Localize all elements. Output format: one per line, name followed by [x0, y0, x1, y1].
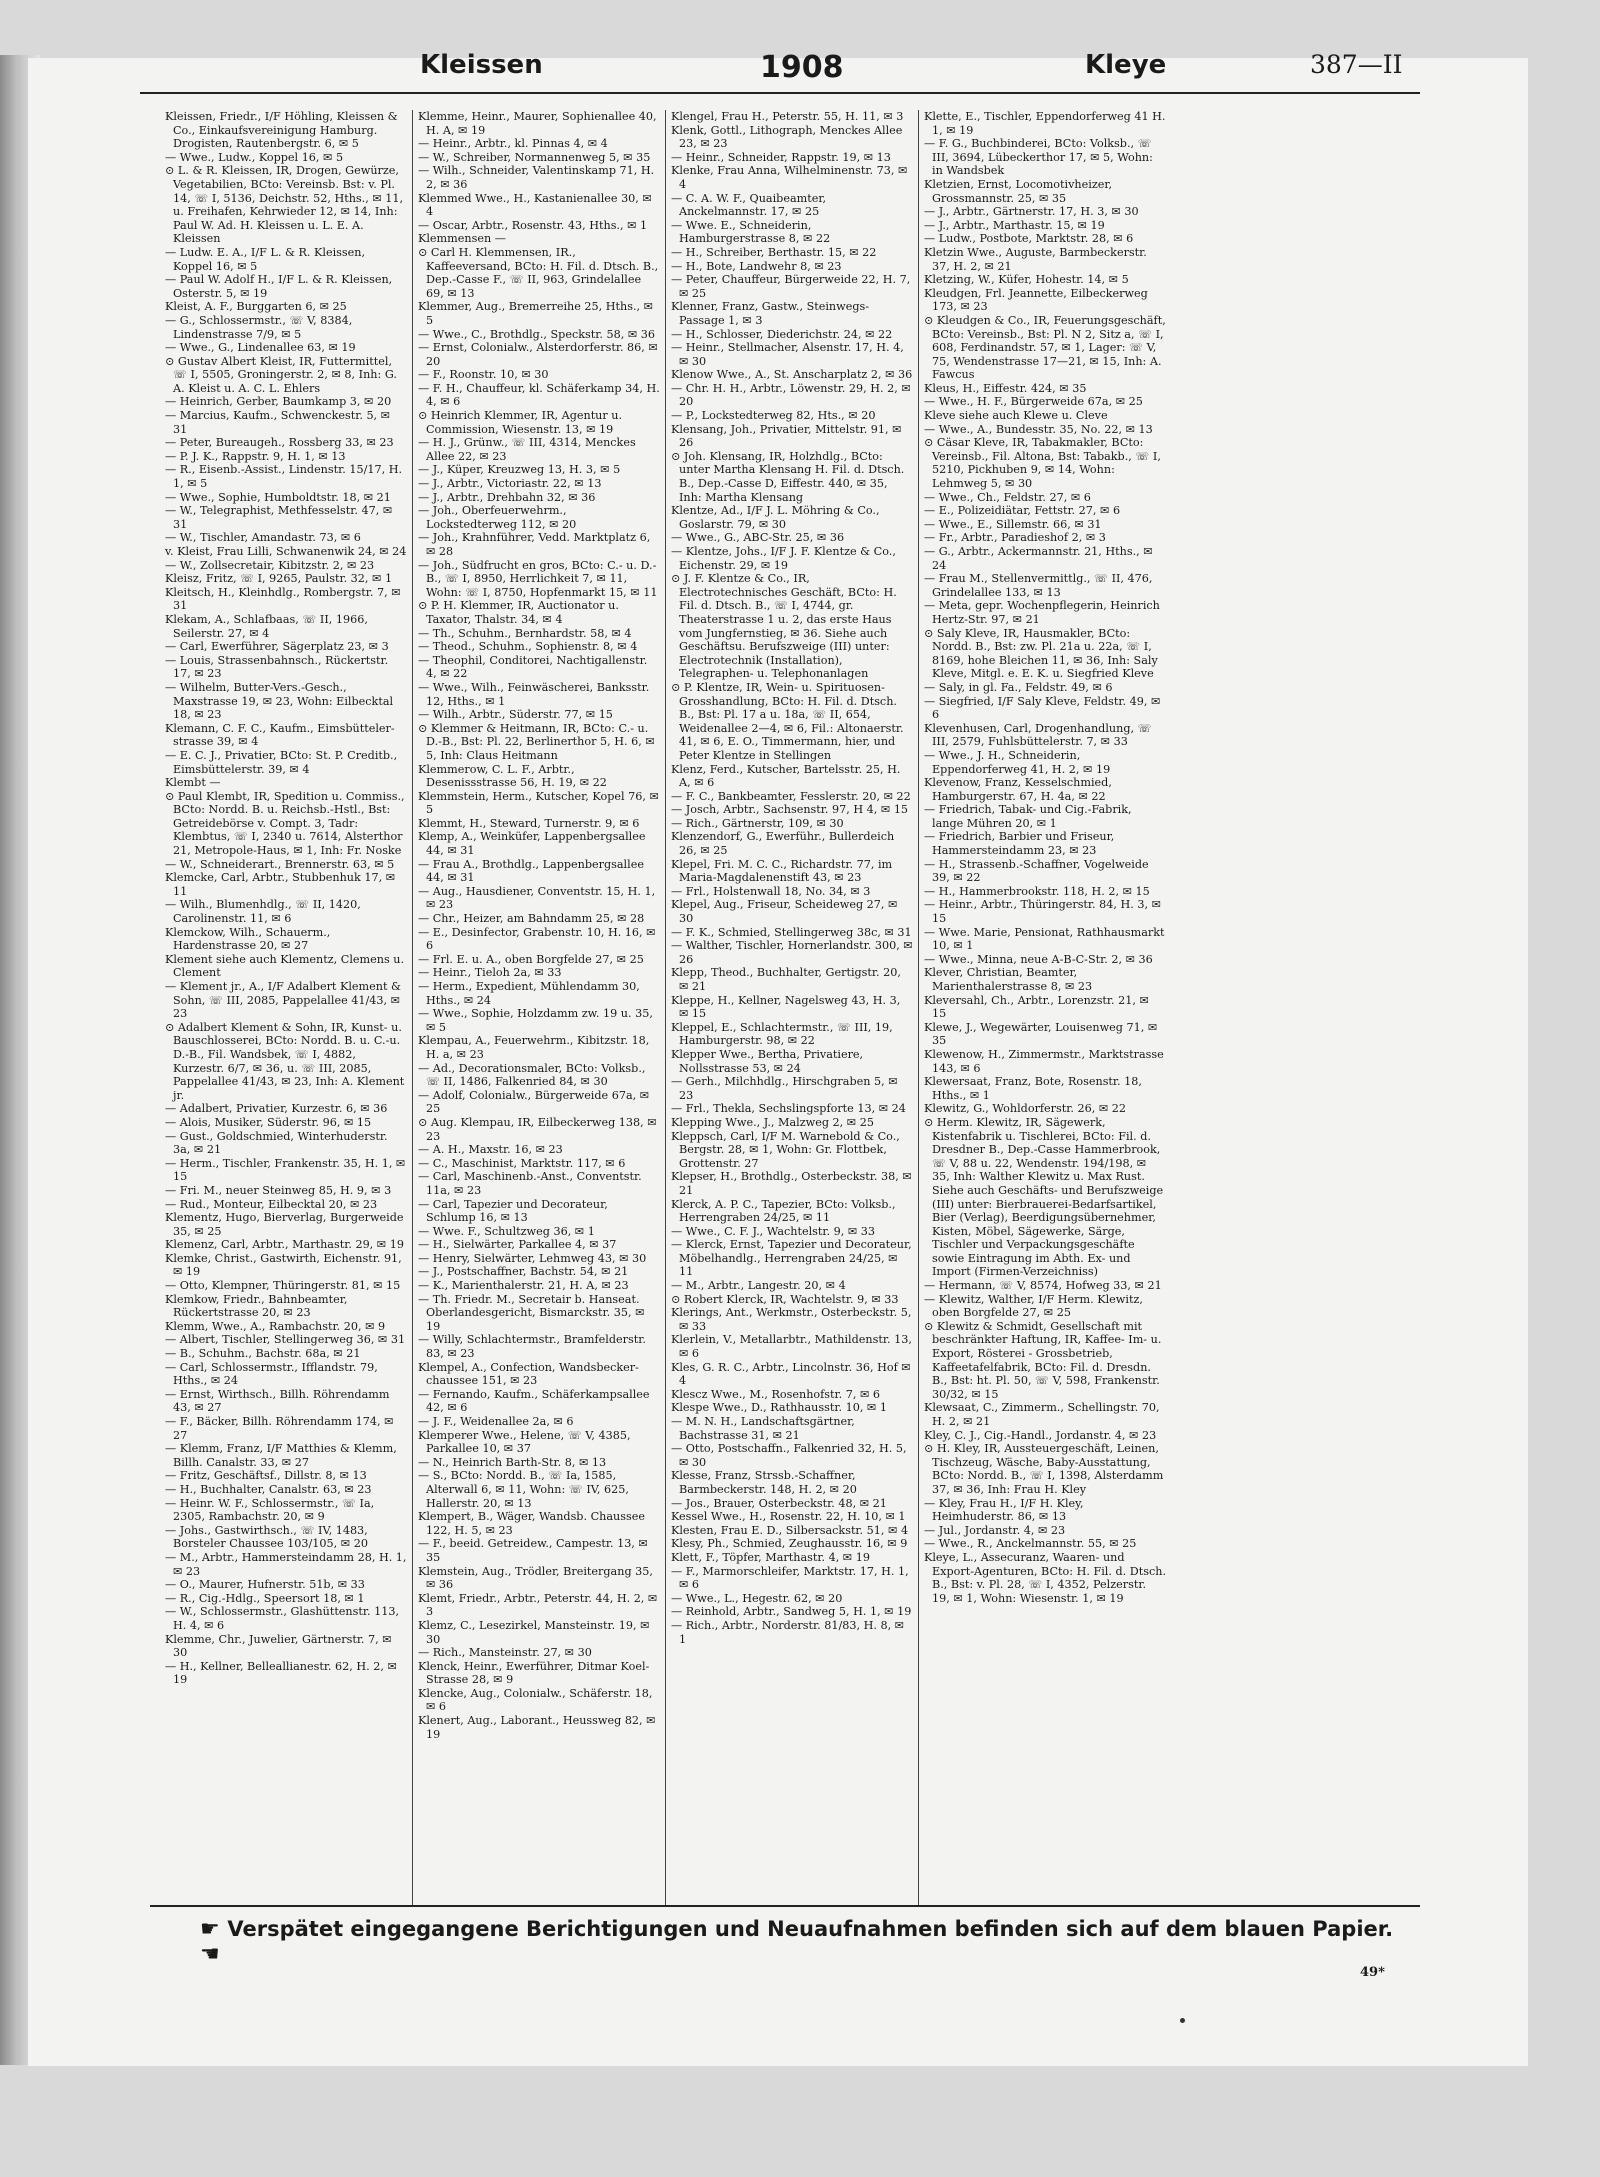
- directory-entry: Kleitsch, H., Kleinhdlg., Rombergstr. 7, ✉ 31: [165, 585, 401, 613]
- directory-entry: — Heinr., Schneider, Rappstr. 19, ✉ 13: [671, 150, 891, 164]
- directory-entry: — W., Schreiber, Normannenweg 5, ✉ 35: [418, 150, 651, 164]
- directory-entry: Klenzendorf, G., Ewerführ., Bullerdeich 26, ✉ 25: [671, 830, 895, 858]
- directory-entry: Klenke, Frau Anna, Wilhelminenstr. 73, ✉ 4: [671, 164, 908, 191]
- directory-entry: Klemckow, Wilh., Schauerm., Hardenstrasse 20, ✉ 27: [165, 925, 331, 953]
- directory-entry: — Fritz, Geschäftsf., Dillstr. 8, ✉ 13: [165, 1469, 367, 1483]
- directory-entry: — J. F., Weidenallee 2a, ✉ 6: [418, 1415, 574, 1428]
- directory-entry: — Wwe., Sophie, Holzdamm zw. 19 u. 35, ✉ 5: [418, 1007, 653, 1034]
- directory-entry: — O., Maurer, Hufnerstr. 51b, ✉ 33: [165, 1578, 365, 1592]
- directory-entry: — F., Bäcker, Billh. Röhrendamm 174, ✉ 27: [165, 1415, 394, 1442]
- directory-entry: ⊙ Robert Klerck, IR, Wachtelstr. 9, ✉ 33: [671, 1292, 899, 1306]
- directory-entry: — C. A. W. F., Quaibeamter, Anckelmannstr. 17, ✉ 25: [671, 191, 827, 219]
- directory-entry: — J., Arbtr., Marthastr. 15, ✉ 19: [924, 218, 1105, 232]
- directory-entry: Klewe, J., Wegewärter, Louisenweg 71, ✉ 35: [924, 1020, 1158, 1048]
- directory-entry: — Josch, Arbtr., Sachsenstr. 97, H 4, ✉ 15: [671, 803, 909, 817]
- directory-entry: — Ernst, Wirthsch., Billh. Röhrendamm 43, ✉ 27: [165, 1387, 390, 1415]
- directory-entry: ⊙ H. Kley, IR, Aussteuergeschäft, Leinen, Tischzeug, Wäsche, Baby-Ausstattung, BCto: Nordd. B., ☏ I, 1398, Alsterdamm 37, ✉ 36, Inh: Frau H. Kley: [924, 1442, 1164, 1496]
- directory-entry: Klemke, Christ., Gastwirth, Eichenstr. 91, ✉ 19: [165, 1251, 402, 1279]
- directory-entry: — Rich., Arbtr., Norderstr. 81/83, H. 8, ✉ 1: [671, 1618, 905, 1646]
- directory-entry: — Joh., Südfrucht en gros, BCto: C.- u. D.-B., ☏ I, 8950, Herrlichkeit 7, ✉ 11, Wohn: ☏ I, 8750, Hopfenmarkt 15, ✉ 11: [418, 558, 658, 599]
- directory-entry: ⊙ Cäsar Kleve, IR, Tabakmakler, BCto: Vereinsb., Fil. Altona, Bst: Tabakb., ☏ I, 5210, Pickhuben 9, ✉ 14, Wohn: Lehmweg 5, ✉ 30: [924, 436, 1161, 491]
- directory-entry: — Wwe., R., Anckelmannstr. 55, ✉ 25: [924, 1537, 1137, 1551]
- directory-entry: — H. J., Grünw., ☏ III, 4314, Menckes Allee 22, ✉ 23: [418, 436, 636, 463]
- directory-entry: ⊙ Heinrich Klemmer, IR, Agentur u. Commission, Wiesenstr. 13, ✉ 19: [418, 409, 623, 436]
- directory-entry: — G., Schlossermstr., ☏ V, 8384, Lindenstrasse 7/9, ✉ 5: [165, 313, 353, 341]
- directory-entry: — Wwe., G., ABC-Str. 25, ✉ 36: [671, 531, 845, 545]
- directory-entry: — Wwe., Ludw., Koppel 16, ✉ 5: [165, 150, 344, 164]
- directory-entry: — Wwe., J. H., Schneiderin, Eppendorferweg 41, H. 2, ✉ 19: [924, 748, 1111, 776]
- directory-entry: Klerlein, V., Metallarbtr., Mathildenstr. 13, ✉ 6: [671, 1333, 912, 1361]
- directory-entry: Klepper Wwe., Bertha, Privatiere, Nollsstrasse 53, ✉ 24: [671, 1047, 864, 1075]
- directory-entry: — J., Küper, Kreuzweg 13, H. 3, ✉ 5: [418, 463, 621, 477]
- directory-entry: — Peter, Bureaugeh., Rossberg 33, ✉ 23: [165, 436, 394, 450]
- directory-entry: Kleissen, Friedr., I/F Höhling, Kleissen & Co., Einkaufsvereinigung Hamburg. Drogisten, Rautenbergstr. 6, ✉ 5: [165, 110, 398, 151]
- directory-entry: — Marcius, Kaufm., Schwenckestr. 5, ✉ 31: [165, 409, 391, 436]
- directory-entry: — Herm., Expedient, Mühlendamm 30, Hths., ✉ 24: [418, 980, 640, 1007]
- directory-entry: — Wwe., E., Sillemstr. 66, ✉ 31: [924, 517, 1102, 531]
- header-first-name: Kleissen: [420, 50, 543, 80]
- directory-entry: — B., Schuhm., Bachstr. 68a, ✉ 21: [165, 1347, 361, 1361]
- column-4: [919, 110, 1171, 1905]
- directory-entry: Klemmerow, C. L. F., Arbtr., Desenissstrasse 56, H. 19, ✉ 22: [418, 762, 607, 790]
- directory-entry: — Chr. H. H., Arbtr., Löwenstr. 29, H. 2, ✉ 20: [671, 381, 911, 409]
- directory-entry: Klenz, Ferd., Kutscher, Bartelsstr. 25, H. A, ✉ 6: [671, 762, 901, 790]
- directory-entry: Klenert, Aug., Laborant., Heussweg 82, ✉ 19: [418, 1714, 656, 1741]
- directory-entry: — Frau M., Stellenvermittlg., ☏ II, 476, Grindelallee 133, ✉ 13: [924, 572, 1153, 599]
- directory-entry: — P. J. K., Rappstr. 9, H. 1, ✉ 13: [165, 449, 346, 463]
- directory-entry: Klemann, C. F. C., Kaufm., Eimsbütteler-strasse 39, ✉ 4: [165, 721, 395, 749]
- directory-entry: — Klement jr., A., I/F Adalbert Klement & Sohn, ☏ III, 2085, Pappelallee 41/43, ✉ 23: [165, 980, 401, 1021]
- directory-entry: — Th., Schuhm., Bernhardstr. 58, ✉ 4: [418, 626, 632, 640]
- directory-entry: Kleppel, E., Schlachtermstr., ☏ III, 19, Hamburgerstr. 98, ✉ 22: [671, 1020, 893, 1048]
- directory-entry: Kleisz, Fritz, ☏ I, 9265, Paulstr. 32, ✉ 1: [165, 572, 393, 586]
- directory-entry: — Wilh., Blumenhdlg., ☏ II, 1420, Carolinenstr. 11, ✉ 6: [165, 898, 361, 926]
- directory-entry: — Herm., Tischler, Frankenstr. 35, H. 1, ✉ 15: [165, 1156, 406, 1184]
- directory-entry: — R., Cig.-Hdlg., Speersort 18, ✉ 1: [165, 1591, 365, 1605]
- directory-entry: — Fri. M., neuer Steinweg 85, H. 9, ✉ 3: [165, 1183, 392, 1197]
- directory-entry: Klemmt, H., Steward, Turnerstr. 9, ✉ 6: [418, 816, 640, 830]
- directory-entry: — F. K., Schmied, Stellingerweg 38c, ✉ 31: [671, 925, 912, 939]
- directory-entry: — Oscar, Arbtr., Rosenstr. 43, Hths., ✉ 1: [418, 218, 648, 232]
- directory-entry: — F. G., Buchbinderei, BCto: Volksb., ☏ III, 3694, Lübeckerthor 17, ✉ 5, Wohn: in Wandsbek: [924, 137, 1153, 178]
- directory-entry: — Wwe., H. F., Bürgerweide 67a, ✉ 25: [924, 395, 1143, 409]
- directory-entry: Klencke, Aug., Colonialw., Schäferstr. 18, ✉ 6: [418, 1686, 653, 1714]
- printer-signature: 49*: [1360, 1965, 1385, 1980]
- directory-entry: — Joh., Krahnführer, Vedd. Marktplatz 6, ✉ 28: [418, 531, 651, 558]
- directory-entry: Klekam, A., Schlafbaas, ☏ II, 1966, Seilerstr. 27, ✉ 4: [165, 612, 368, 640]
- directory-entry: Kleudgen, Frl. Jeannette, Eilbeckerweg 173, ✉ 23: [924, 286, 1148, 314]
- directory-entry: Klempel, A., Confection, Wandsbecker-chaussee 151, ✉ 23: [418, 1360, 639, 1388]
- directory-entry: — F. C., Bankbeamter, Fesslerstr. 20, ✉ 22: [671, 789, 911, 803]
- directory-entry: — Aug., Hausdiener, Conventstr. 15, H. 1, ✉ 23: [418, 884, 656, 912]
- directory-entry: — Albert, Tischler, Stellingerweg 36, ✉ 31: [165, 1333, 406, 1347]
- directory-entry: — Carl, Schlossermstr., Ifflandstr. 79, Hths., ✉ 24: [165, 1360, 378, 1388]
- directory-entry: — E., Desinfector, Grabenstr. 10, H. 16, ✉ 6: [418, 925, 656, 953]
- directory-entry: Klenk, Gottl., Lithograph, Menckes Allee 23, ✉ 23: [671, 123, 903, 151]
- directory-entry: — Gerh., Milchhdlg., Hirschgraben 5, ✉ 23: [671, 1075, 898, 1102]
- directory-entry: ⊙ Gustav Albert Kleist, IR, Futtermittel, ☏ I, 5505, Groningerstr. 2, ✉ 8, Inh: G. A. Kleist u. A. C. L. Ehlers: [165, 354, 397, 395]
- directory-entry: — Friedrich, Tabak- und Cig.-Fabrik, lange Mühren 20, ✉ 1: [924, 803, 1132, 830]
- directory-entry: ⊙ Herm. Klewitz, IR, Sägewerk, Kistenfabrik u. Tischlerei, BCto: Fil. d. Dresdner B., Dep.-Casse Hammerbrook, ☏ V, 88 u. 22, Wendenstr. 194/198, ✉ 35, Inh: Walther Klewitz u. Max Rust. Siehe auch Geschäfts- und Berufszweige (III) unter: Bierbrauerei-Bedarfsartikel, Bier (Verlag), Beerdigungsübernehmer, Kisten, Möbel, Sägewerke, Särge, Tischler und Verpackungsgeschäfte sowie Eintragung im Abth. Ex- und Import (Firmen-Verzeichniss): [924, 1115, 1164, 1279]
- directory-entry: — J., Arbtr., Gärtnerstr. 17, H. 3, ✉ 30: [924, 205, 1139, 219]
- directory-entry: ⊙ J. F. Klentze & Co., IR, Electrotechnisches Geschäft, BCto: H. Fil. d. Dtsch. B., ☏ I, 4744, gr. Theaterstrasse 1 u. 2, das erste Haus vom Jungfernstieg, ✉ 36. Siehe auch Geschäftsu. Berufszweige (III) unter: Electrotechnik (Installation), Telegraphen- u. Telephonanlagen: [671, 572, 897, 681]
- directory-entry: — W., Schneiderart., Brennerstr. 63, ✉ 5: [165, 857, 395, 871]
- directory-entry: — Wilh., Arbtr., Süderstr. 77, ✉ 15: [418, 708, 613, 722]
- directory-entry: — H., Kellner, Belleallianestr. 62, H. 2, ✉ 19: [165, 1659, 397, 1687]
- directory-entry: — Carl, Ewerführer, Sägerplatz 23, ✉ 3: [165, 640, 389, 654]
- directory-entry: Kleppe, H., Kellner, Nagelsweg 43, H. 3, ✉ 15: [671, 993, 901, 1021]
- directory-entry: — W., Tischler, Amandastr. 73, ✉ 6: [165, 531, 361, 545]
- directory-entry: — Theod., Schuhm., Sophienstr. 8, ✉ 4: [418, 640, 638, 654]
- directory-entry: — Joh., Oberfeuerwehrm., Lockstedterweg 112, ✉ 20: [418, 504, 577, 531]
- directory-entry: Klesse, Franz, Strssb.-Schaffner, Barmbeckerstr. 148, H. 2, ✉ 20: [671, 1469, 857, 1496]
- directory-entry: Klemmer, Aug., Bremerreihe 25, Hths., ✉ 5: [418, 300, 654, 327]
- directory-entry: — Klewitz, Walther, I/F Herm. Klewitz, oben Borgfelde 27, ✉ 25: [924, 1292, 1143, 1320]
- directory-entry: — Henry, Sielwärter, Lehmweg 43, ✉ 30: [418, 1251, 647, 1265]
- column-3: [666, 110, 919, 1905]
- directory-entry: — Klerck, Ernst, Tapezier und Decorateur, Möbelhandlg., Herrengraben 24/25, ✉ 11: [671, 1238, 912, 1279]
- directory-entry: Kleversahl, Ch., Arbtr., Lorenzstr. 21, ✉ 15: [924, 993, 1149, 1021]
- directory-entry: — Frl., Holstenwall 18, No. 34, ✉ 3: [671, 884, 871, 898]
- directory-entry: — Paul W. Adolf H., I/F L. & R. Kleissen, Osterstr. 5, ✉ 19: [165, 273, 393, 300]
- header-page-number: 387—II: [1310, 50, 1403, 79]
- pointing-hand-icon-right: ☚: [200, 1942, 220, 1967]
- directory-entry: Klewersaat, Franz, Bote, Rosenstr. 18, Hths., ✉ 1: [924, 1075, 1142, 1102]
- directory-entry: — Rich., Gärtnerstr, 109, ✉ 30: [671, 816, 844, 830]
- directory-entry: — Wilhelm, Butter-Vers.-Gesch., Maxstrasse 19, ✉ 23, Wohn: Eilbecktal 18, ✉ 23: [165, 680, 394, 722]
- directory-entry: v. Kleist, Frau Lilli, Schwanenwik 24, ✉ 24: [165, 545, 407, 558]
- directory-entry: Klemt, Friedr., Arbtr., Peterstr. 44, H. 2, ✉ 3: [418, 1591, 658, 1619]
- directory-entry: Klemmed Wwe., H., Kastanienallee 30, ✉ 4: [418, 191, 652, 219]
- directory-entry: Klembt —: [165, 776, 221, 790]
- directory-entry: Klepping Wwe., J., Malzweg 2, ✉ 25: [671, 1115, 874, 1129]
- directory-entry: Klepel, Fri. M. C. C., Richardstr. 77, im Maria-Magdalenenstift 43, ✉ 23: [671, 857, 893, 885]
- directory-entry: Klenner, Franz, Gastw., Steinwegs-Passage 1, ✉ 3: [671, 300, 870, 327]
- directory-entry: — A. H., Maxstr. 16, ✉ 23: [418, 1143, 563, 1157]
- directory-entry: Klepel, Aug., Friseur, Scheideweg 27, ✉ 30: [671, 898, 898, 926]
- directory-entry: ⊙ Joh. Klensang, IR, Holzhdlg., BCto: unter Martha Klensang H. Fil. d. Dtsch. B., Dep.-Casse D, Eiffestr. 440, ✉ 35, Inh: Martha Klensang: [671, 449, 905, 504]
- directory-entry: — H., Strassenb.-Schaffner, Vogelweide 39, ✉ 22: [924, 857, 1149, 885]
- directory-entry: Klemperer Wwe., Helene, ☏ V, 4385, Parkallee 10, ✉ 37: [418, 1428, 631, 1456]
- directory-entry: Klever, Christian, Beamter, Marienthalerstrasse 8, ✉ 23: [924, 966, 1093, 993]
- directory-entry: Klemstein, Aug., Trödler, Breitergang 35, ✉ 36: [418, 1564, 653, 1592]
- directory-entry: — H., Schlosser, Diederichstr. 24, ✉ 22: [671, 327, 893, 341]
- directory-columns: [160, 110, 1430, 1905]
- directory-entry: — Wwe. E., Schneiderin, Hamburgerstrasse 8, ✉ 22: [671, 218, 831, 246]
- header-last-name: Kleye: [1085, 50, 1167, 80]
- directory-entry: Klemenz, Carl, Arbtr., Marthastr. 29, ✉ 19: [165, 1238, 404, 1252]
- directory-entry: — Saly, in gl. Fa., Feldstr. 49, ✉ 6: [924, 680, 1113, 694]
- directory-entry: Klemkow, Friedr., Bahnbeamter, Rückertstrasse 20, ✉ 23: [165, 1292, 348, 1320]
- directory-entry: — Otto, Postschaffn., Falkenried 32, H. 5, ✉ 30: [671, 1442, 907, 1469]
- directory-entry: — Willy, Schlachtermstr., Bramfelderstr. 83, ✉ 23: [418, 1333, 646, 1361]
- directory-entry: Klerings, Ant., Werkmstr., Osterbeckstr. 5, ✉ 33: [671, 1306, 912, 1333]
- directory-entry: Kletzing, W., Küfer, Hohestr. 14, ✉ 5: [924, 273, 1129, 287]
- directory-entry: Klespe Wwe., D., Rathhausstr. 10, ✉ 1: [671, 1401, 887, 1415]
- print-dot: [1180, 2018, 1185, 2023]
- directory-entry: Klentze, Ad., I/F J. L. Möhring & Co., Goslarstr. 79, ✉ 30: [671, 504, 880, 531]
- directory-entry: — Jos., Brauer, Osterbeckstr. 48, ✉ 21: [671, 1496, 887, 1510]
- directory-entry: — Rud., Monteur, Eilbecktal 20, ✉ 23: [165, 1197, 378, 1211]
- directory-entry: Klerck, A. P. C., Tapezier, BCto: Volksb., Herrengraben 24/25, ✉ 11: [671, 1197, 896, 1225]
- directory-entry: — Chr., Heizer, am Bahndamm 25, ✉ 28: [418, 912, 645, 926]
- directory-entry: Klemme, Heinr., Maurer, Sophienallee 40, H. A, ✉ 19: [418, 110, 657, 137]
- directory-entry: Klemm, Wwe., A., Rambachstr. 20, ✉ 9: [165, 1319, 386, 1333]
- directory-entry: — E. C. J., Privatier, BCto: St. P. Creditb., Eimsbüttelerstr. 39, ✉ 4: [165, 748, 398, 776]
- pointing-hand-icon: ☛: [200, 1917, 228, 1942]
- directory-entry: Klement siehe auch Klementz, Clemens u. Clement: [165, 952, 405, 980]
- directory-entry: — Friedrich, Barbier und Friseur, Hammersteindamm 23, ✉ 23: [924, 830, 1115, 858]
- directory-entry: ⊙ Carl H. Klemmensen, IR., Kaffeeversand, BCto: H. Fil. d. Dtsch. B., Dep.-Casse F., ☏ II, 963, Grindelallee 69, ✉ 13: [418, 245, 659, 300]
- directory-entry: — Heinrich, Gerber, Baumkamp 3, ✉ 20: [165, 395, 392, 409]
- directory-entry: ⊙ Aug. Klempau, IR, Eilbeckerweg 138, ✉ 23: [418, 1115, 657, 1143]
- directory-entry: — Siegfried, I/F Saly Kleve, Feldstr. 49, ✉ 6: [924, 694, 1161, 722]
- directory-entry: ⊙ Kleudgen & Co., IR, Feuerungsgeschäft, BCto: Vereinsb., Bst: Pl. N 2, Sitz a, ☏ I, 608, Ferdinandstr. 57, ✉ 1, Lager: ☏ V, 75, Wendenstrasse 17—21, ✉ 15, Inh: A. Fawcus: [924, 313, 1166, 382]
- directory-entry: Klewsaat, C., Zimmerm., Schellingstr. 70, H. 2, ✉ 21: [924, 1401, 1160, 1428]
- directory-entry: ⊙ Klemmer & Heitmann, IR, BCto: C.- u. D.-B., Bst: Pl. 22, Berlinerthor 5, H. 6, ✉ 5, Inh: Claus Heitmann: [418, 721, 655, 762]
- directory-entry: — G., Arbtr., Ackermannstr. 21, Hths., ✉ 24: [924, 545, 1153, 572]
- directory-entry: Klevenhusen, Carl, Drogenhandlung, ☏ III, 2579, Fuhlsbüttelerstr. 7, ✉ 33: [924, 721, 1152, 749]
- directory-entry: — Otto, Klempner, Thüringerstr. 81, ✉ 15: [165, 1279, 401, 1293]
- directory-entry: — Frl. E. u. A., oben Borgfelde 27, ✉ 25: [418, 952, 644, 966]
- directory-entry: ⊙ Klewitz & Schmidt, Gesellschaft mit beschränkter Haftung, IR, Kaffee- Im- u. Export, Rösterei - Grossbetrieb, Kaffeetafelfabrik, BCto: Fil. d. Dresdn. B., Bst: ht. Pl. 50, ☏ V, 598, Frankenstr. 30/32, ✉ 15: [924, 1319, 1162, 1401]
- directory-entry: — Ernst, Colonialw., Alsterdorferstr. 86, ✉ 20: [418, 341, 658, 368]
- footer-notice-text: Verspätet eingegangene Berichtigungen und Neuaufnahmen befinden sich auf dem blauen Papier.: [227, 1917, 1394, 1941]
- directory-entry: — Rich., Mansteinstr. 27, ✉ 30: [418, 1646, 592, 1660]
- directory-entry: Klemmensen —: [418, 232, 506, 246]
- directory-entry: — W., Zollsecretair, Kibitzstr. 2, ✉ 23: [165, 558, 375, 572]
- directory-entry: — N., Heinrich Barth-Str. 8, ✉ 13: [418, 1455, 607, 1469]
- directory-entry: — Heinr., Arbtr., Thüringerstr. 84, H. 3, ✉ 15: [924, 898, 1161, 926]
- directory-entry: — Frl., Thekla, Sechslingspforte 13, ✉ 24: [671, 1102, 906, 1116]
- directory-entry: — H., Schreiber, Berthastr. 15, ✉ 22: [671, 245, 877, 259]
- directory-entry: Klemp, A., Weinküfer, Lappenbergsallee 44, ✉ 31: [418, 830, 646, 858]
- column-2: [413, 110, 666, 1905]
- directory-entry: Kleist, A. F., Burggarten 6, ✉ 25: [165, 300, 347, 314]
- directory-entry: — Theophil, Conditorei, Nachtigallenstr. 4, ✉ 22: [418, 653, 648, 681]
- directory-entry: — Heinr. W. F., Schlossermstr., ☏ Ia, 2305, Rambachstr. 20, ✉ 9: [165, 1496, 375, 1524]
- directory-entry: Klewitz, G., Wohldorferstr. 26, ✉ 22: [924, 1102, 1127, 1116]
- directory-entry: — Adolf, Colonialw., Bürgerweide 67a, ✉ 25: [418, 1088, 650, 1116]
- directory-entry: Kletzin Wwe., Auguste, Barmbeckerstr. 37, H. 2, ✉ 21: [924, 245, 1147, 273]
- directory-entry: — Wwe. Marie, Pensionat, Rathhausmarkt 10, ✉ 1: [924, 925, 1165, 953]
- directory-entry: Klemmstein, Herm., Kutscher, Kopel 76, ✉ 5: [418, 789, 659, 817]
- directory-entry: — Fr., Arbtr., Paradieshof 2, ✉ 3: [924, 531, 1106, 545]
- directory-entry: — Heinr., Tieloh 2a, ✉ 33: [418, 966, 562, 980]
- directory-entry: — Carl, Tapezier und Decorateur, Schlump 16, ✉ 13: [418, 1197, 608, 1225]
- directory-entry: — Gust., Goldschmied, Winterhuderstr. 3a, ✉ 21: [165, 1129, 388, 1157]
- directory-entry: — Frau A., Brothdlg., Lappenbergsallee 44, ✉ 31: [418, 857, 644, 885]
- directory-entry: — Kley, Frau H., I/F H. Kley, Heimhuderstr. 86, ✉ 13: [924, 1496, 1084, 1524]
- directory-entry: Kessel Wwe., H., Rosenstr. 22, H. 10, ✉ 1: [671, 1510, 906, 1524]
- directory-entry: Klepser, H., Brothdlg., Osterbeckstr. 38, ✉ 21: [671, 1170, 912, 1197]
- directory-entry: — Johs., Gastwirthsch., ☏ IV, 1483, Borsteler Chaussee 103/105, ✉ 20: [165, 1523, 368, 1551]
- directory-entry: Klemcke, Carl, Arbtr., Stubbenhuk 17, ✉ 11: [165, 871, 396, 898]
- directory-entry: — Wwe., L., Hegestr. 62, ✉ 20: [671, 1591, 843, 1605]
- directory-entry: Klescz Wwe., M., Rosenhofstr. 7, ✉ 6: [671, 1387, 881, 1401]
- directory-entry: — Klentze, Johs., I/F J. F. Klentze & Co., Eichenstr. 29, ✉ 19: [671, 545, 896, 572]
- directory-entry: — Reinhold, Arbtr., Sandweg 5, H. 1, ✉ 19: [671, 1605, 912, 1619]
- directory-entry: Klengel, Frau H., Peterstr. 55, H. 11, ✉ 3: [671, 110, 904, 123]
- directory-entry: — H., Sielwärter, Parkallee 4, ✉ 37: [418, 1238, 617, 1252]
- directory-entry: — Jul., Jordanstr. 4, ✉ 23: [924, 1523, 1066, 1537]
- directory-entry: — Wwe., G., Lindenallee 63, ✉ 19: [165, 341, 356, 355]
- directory-entry: Kles, G. R. C., Arbtr., Lincolnstr. 36, Hof ✉ 4: [671, 1360, 911, 1388]
- directory-entry: — M. N. H., Landschaftsgärtner, Bachstrasse 31, ✉ 21: [671, 1415, 855, 1442]
- directory-entry: Klevenow, Franz, Kesselschmied, Hamburgerstr. 67, H. 4a, ✉ 22: [924, 776, 1112, 803]
- directory-entry: — Walther, Tischler, Hornerlandstr. 300, ✉ 26: [671, 939, 913, 966]
- directory-entry: — Heinr., Stellmacher, Alsenstr. 17, H. 4, ✉ 30: [671, 341, 904, 368]
- directory-entry: — W., Telegraphist, Methfesselstr. 47, ✉ 31: [165, 504, 393, 531]
- directory-entry: Kley, C. J., Cig.-Handl., Jordanstr. 4, ✉ 23: [924, 1428, 1157, 1442]
- directory-entry: — J., Arbtr., Victoriastr. 22, ✉ 13: [418, 477, 602, 491]
- directory-entry: — F., Marmorschleifer, Marktstr. 17, H. 1, ✉ 6: [671, 1564, 909, 1592]
- directory-entry: — Wwe., Ch., Feldstr. 27, ✉ 6: [924, 490, 1091, 504]
- directory-entry: — R., Eisenb.-Assist., Lindenstr. 15/17, H. 1, ✉ 5: [165, 463, 403, 491]
- directory-entry: — M., Arbtr., Langestr. 20, ✉ 4: [671, 1279, 846, 1293]
- directory-entry: — P., Lockstedterweg 82, Hts., ✉ 20: [671, 409, 876, 423]
- directory-entry: — F. H., Chauffeur, kl. Schäferkamp 34, H. 4, ✉ 6: [418, 381, 660, 409]
- directory-entry: ⊙ L. & R. Kleissen, IR, Drogen, Gewürze, Vegetabilien, BCto: Vereinsb. Bst: v. Pl. 14, ☏ I, 5136, Deichstr. 52, Hths., ✉ 11, u. Freihafen, Kehrwieder 12, ✉ 14, Inh: Paul W. Ad. H. Kleissen u. L. E. A. Kleissen: [165, 164, 404, 246]
- directory-entry: — Wwe., Wilh., Feinwäscherei, Banksstr. 12, Hths., ✉ 1: [418, 680, 650, 708]
- directory-entry: Klenow Wwe., A., St. Anscharplatz 2, ✉ 36: [671, 368, 913, 382]
- directory-entry: — H., Bote, Landwehr 8, ✉ 23: [671, 259, 842, 273]
- footer-rule: [150, 1905, 1420, 1907]
- directory-entry: Kleus, H., Eiffestr. 424, ✉ 35: [924, 381, 1087, 395]
- directory-entry: — M., Arbtr., Hammersteindamm 28, H. 1, ✉ 23: [165, 1550, 407, 1578]
- directory-entry: ⊙ P. Klentze, IR, Wein- u. Spirituosen-Grosshandlung, BCto: H. Fil. d. Dtsch. B., Bst: Pl. 17 a u. 18a, ☏ II, 654, Weidenallee 2—4, ✉ 6, Fil.: Altonaerstr. 41, ✉ 6, E. O., Timmermann, hier, und Peter Klentze in Stellingen: [671, 680, 904, 762]
- directory-entry: Kleye, L., Assecuranz, Waaren- und Export-Agenturen, BCto: H. Fil. d. Dtsch. B., Bst: v. Pl. 28, ☏ I, 4352, Pelzerstr. 19, ✉ 1, Wohn: Wiesenstr. 1, ✉ 19: [924, 1550, 1167, 1605]
- column-1: [160, 110, 413, 1905]
- directory-entry: — Louis, Strassenbahnsch., Rückertstr. 17, ✉ 23: [165, 653, 389, 681]
- directory-entry: Klenck, Heinr., Ewerführer, Ditmar Koel-Strasse 28, ✉ 9: [418, 1659, 650, 1687]
- directory-entry: — Carl, Maschinenb.-Anst., Conventstr. 11a, ✉ 23: [418, 1170, 642, 1197]
- directory-entry: Klewenow, H., Zimmermstr., Marktstrasse 143, ✉ 6: [924, 1047, 1164, 1075]
- directory-entry: Kletzien, Ernst, Locomotivheizer, Grossmannstr. 25, ✉ 35: [924, 177, 1113, 205]
- directory-entry: — S., BCto: Nordd. B., ☏ Ia, 1585, Alterwall 6, ✉ 11, Wohn: ☏ IV, 625, Hallerstr. 20, ✉ 13: [418, 1469, 629, 1510]
- directory-entry: — Alois, Musiker, Süderstr. 96, ✉ 15: [165, 1115, 372, 1129]
- directory-entry: — Fernando, Kaufm., Schäferkampsallee 42, ✉ 6: [418, 1387, 650, 1415]
- directory-entry: — Wwe., A., Bundesstr. 35, No. 22, ✉ 13: [924, 422, 1153, 436]
- directory-entry: ⊙ Paul Klembt, IR, Spedition u. Commiss., BCto: Nordd. B. u. Reichsb.-Hstl., Bst: Getreidebörse v. Compt. 3, Tadr: Klembtus, ☏ I, 2340 u. 7614, Alsterthor 21, Metropole-Haus, ✉ 1, Inh: Fr. Noske: [165, 789, 405, 858]
- directory-entry: — Peter, Chauffeur, Bürgerweide 22, H. 7, ✉ 25: [671, 273, 911, 300]
- directory-entry: ⊙ P. H. Klemmer, IR, Auctionator u. Taxator, Thalstr. 34, ✉ 4: [418, 599, 619, 626]
- directory-entry: — J., Arbtr., Drehbahn 32, ✉ 36: [418, 490, 596, 504]
- directory-entry: — Wwe. F., Schultzweg 36, ✉ 1: [418, 1224, 595, 1238]
- directory-entry: Klemz, C., Lesezirkel, Mansteinstr. 19, ✉ 30: [418, 1618, 650, 1646]
- directory-entry: — Adalbert, Privatier, Kurzestr. 6, ✉ 36: [165, 1102, 388, 1116]
- directory-entry: Klempau, A., Feuerwehrm., Kibitzstr. 18, H. a, ✉ 23: [418, 1034, 650, 1061]
- directory-entry: Klementz, Hugo, Bierverlag, Burgerweide 35, ✉ 25: [165, 1211, 404, 1238]
- directory-entry: — W., Schlossermstr., Glashüttenstr. 113, H. 4, ✉ 6: [165, 1605, 400, 1632]
- directory-entry: Klepp, Theod., Buchhalter, Gertigstr. 20, ✉ 21: [671, 966, 901, 993]
- directory-entry: Klesy, Ph., Schmied, Zeughausstr. 16, ✉ 9: [671, 1537, 908, 1551]
- directory-entry: — Wwe., Minna, neue A-B-C-Str. 2, ✉ 36: [924, 952, 1153, 966]
- directory-entry: Kleve siehe auch Klewe u. Cleve: [924, 409, 1108, 423]
- directory-entry: — Ludw., Postbote, Marktstr. 28, ✉ 6: [924, 232, 1134, 246]
- directory-entry: — Th. Friedr. M., Secretair b. Hanseat. Oberlandesgericht, Bismarckstr. 35, ✉ 19: [418, 1292, 645, 1333]
- directory-entry: Klesten, Frau E. D., Silbersackstr. 51, ✉ 4: [671, 1523, 909, 1537]
- directory-entry: — K., Marienthalerstr. 21, H. A, ✉ 23: [418, 1279, 629, 1293]
- directory-entry: — F., beeid. Getreidew., Campestr. 13, ✉ 35: [418, 1537, 648, 1564]
- directory-entry: — E., Polizeidiätar, Fettstr. 27, ✉ 6: [924, 504, 1121, 518]
- directory-entry: — Wwe., C., Brothdlg., Speckstr. 58, ✉ 36: [418, 327, 655, 341]
- header-rule: [140, 92, 1420, 94]
- directory-entry: Klett, F., Töpfer, Marthastr. 4, ✉ 19: [671, 1550, 870, 1564]
- directory-entry: — Meta, gepr. Wochenpflegerin, Heinrich Hertz-Str. 97, ✉ 21: [924, 599, 1160, 626]
- directory-entry: — Wwe., Sophie, Humboldtstr. 18, ✉ 21: [165, 490, 391, 504]
- directory-entry: — Ad., Decorationsmaler, BCto: Volksb., ☏ II, 1486, Falkenried 84, ✉ 30: [418, 1061, 646, 1089]
- directory-entry: — Wwe., C. F. J., Wachtelstr. 9, ✉ 33: [671, 1224, 876, 1238]
- directory-entry: Klemme, Chr., Juwelier, Gärtnerstr. 7, ✉ 30: [165, 1632, 392, 1660]
- directory-entry: Klette, E., Tischler, Eppendorferweg 41 H. 1, ✉ 19: [924, 110, 1166, 137]
- directory-entry: Klensang, Joh., Privatier, Mittelstr. 91, ✉ 26: [671, 422, 902, 450]
- directory-entry: — F., Roonstr. 10, ✉ 30: [418, 368, 549, 382]
- footer-notice: [200, 1917, 1400, 1967]
- directory-entry: Klempert, B., Wäger, Wandsb. Chaussee 122, H. 5, ✉ 23: [418, 1510, 645, 1537]
- header-year: 1908: [760, 50, 844, 85]
- directory-entry: — C., Maschinist, Marktstr. 117, ✉ 6: [418, 1156, 626, 1170]
- directory-entry: — H., Buchhalter, Canalstr. 63, ✉ 23: [165, 1482, 372, 1496]
- directory-entry: ⊙ Adalbert Klement & Sohn, IR, Kunst- u. Bauschlosserei, BCto: Nordd. B. u. C.-u. D.-B., Fil. Wandsbek, ☏ I, 4882, Kurzestr. 6/7, ✉ 36, u. ☏ III, 2085, Pappelallee 41/43, ✉ 23, Inh: A. Klement jr.: [165, 1020, 405, 1102]
- directory-entry: — H., Hammerbrookstr. 118, H. 2, ✉ 15: [924, 884, 1150, 898]
- directory-entry: — J., Postschaffner, Bachstr. 54, ✉ 21: [418, 1265, 629, 1279]
- directory-entry: — Ludw. E. A., I/F L. & R. Kleissen, Koppel 16, ✉ 5: [165, 245, 366, 273]
- directory-entry: ⊙ Saly Kleve, IR, Hausmakler, BCto: Nordd. B., Bst: zw. Pl. 21a u. 22a, ☏ I, 8169, hohe Bleichen 11, ✉ 36, Inh: Saly Kleve, Mitgl. e. E. K. u. Siegfried Kleve: [924, 626, 1158, 681]
- directory-entry: — Wilh., Schneider, Valentinskamp 71, H. 2, ✉ 36: [418, 164, 655, 191]
- directory-entry: Kleppsch, Carl, I/F M. Warnebold & Co., Bergstr. 28, ✉ 1, Wohn: Gr. Flottbek, Grottenstr. 27: [671, 1129, 900, 1170]
- directory-entry: — Hermann, ☏ V, 8574, Hofweg 33, ✉ 21: [924, 1279, 1162, 1293]
- directory-entry: — Heinr., Arbtr., kl. Pinnas 4, ✉ 4: [418, 137, 608, 151]
- directory-entry: — Klemm, Franz, I/F Matthies & Klemm, Billh. Canalstr. 33, ✉ 27: [165, 1442, 397, 1469]
